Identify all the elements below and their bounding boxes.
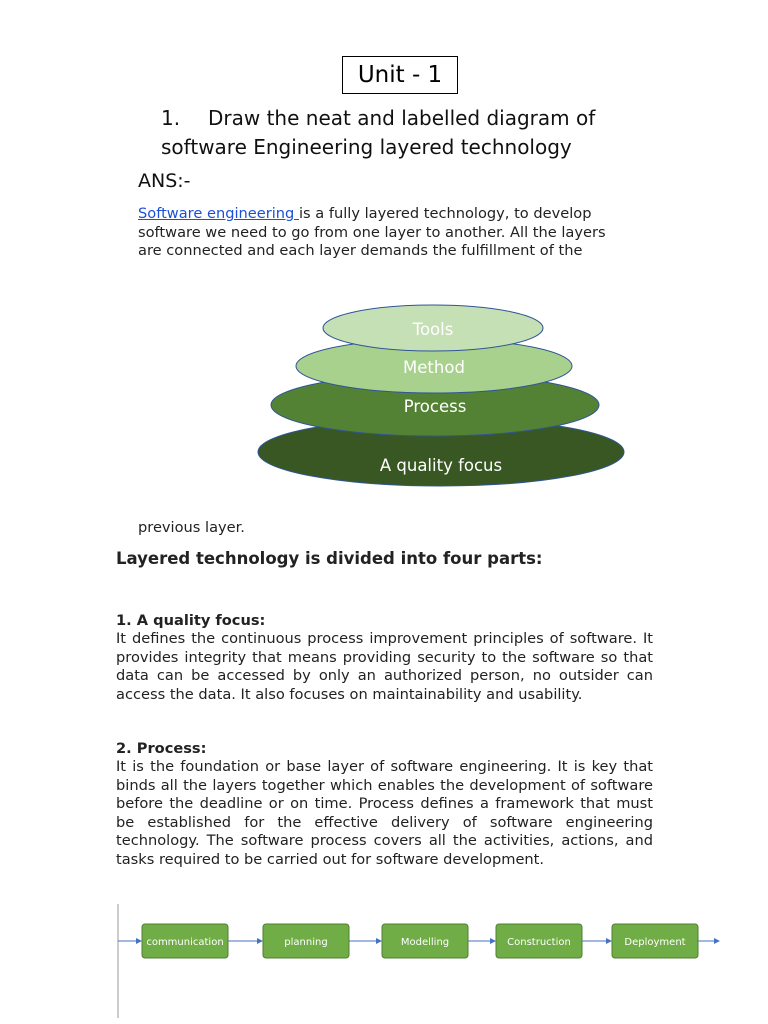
section-process-body: It is the foundation or base layer of software engineering. It is key that binds all the layers together which enables the development of software before the deadline or on time. Process defines a framework that must be established for the effective delivery of software engineering technology. The software process covers all the activities, actions, and tasks required to be carried out for software development.	[116, 758, 653, 868]
question-heading	[161, 104, 661, 162]
flow-step-modelling-label: Modelling	[400, 937, 450, 948]
unit-title-box	[342, 56, 458, 94]
process-flow-diagram	[112, 900, 727, 1020]
flow-arrow-out-head	[714, 938, 720, 944]
flow-arrow-in-head	[136, 938, 142, 944]
layer-label-process: Process	[403, 397, 467, 416]
intro-paragraph	[138, 205, 658, 261]
flow-step-deployment-label: Deployment	[624, 937, 686, 948]
flow-arrow-3-head	[606, 938, 612, 944]
layer-label-tools: Tools	[412, 320, 454, 339]
flow-boxes	[142, 924, 698, 958]
flow-arrow-0-head	[257, 938, 263, 944]
flow-step-construction-label: Construction	[507, 937, 571, 948]
question-number: 1.	[161, 106, 181, 130]
flow-arrow-2-head	[490, 938, 496, 944]
parts-heading: Layered technology is divided into four parts:	[116, 549, 543, 568]
layered-technology-diagram	[250, 298, 635, 493]
intro-line-3: are connected and each layer demands the fulfillment of the	[138, 242, 583, 260]
software-engineering-link[interactable]: Software engineering	[138, 205, 299, 222]
intro-continuation: previous layer.	[138, 519, 245, 536]
layer-label-quality-focus: A quality focus	[379, 456, 503, 475]
flow-step-communication-label: communication	[146, 937, 224, 948]
flow-step-planning-label: planning	[284, 937, 328, 948]
section-quality-focus-body: It defines the continuous process improvement principles of software. It provides integrity that means providing security to the software so that data can be accessed by only an authorized person, no outsider can access the data. It also focuses on maintainability and usability.	[116, 630, 653, 703]
intro-line-2: software we need to go from one layer to another. All the layers	[138, 223, 606, 241]
section-quality-focus-heading: 1. A quality focus:	[116, 612, 266, 629]
question-line-2: software Engineering layered technology	[161, 135, 572, 159]
answer-label: ANS:-	[138, 170, 191, 192]
flow-arrow-1-head	[376, 938, 382, 944]
section-process-heading: 2. Process:	[116, 740, 207, 757]
layer-label-method: Method	[403, 358, 465, 377]
intro-line-1: is a fully layered technology, to develop	[298, 205, 592, 222]
question-line-1: Draw the neat and labelled diagram of	[208, 106, 596, 130]
unit-title: Unit - 1	[357, 62, 443, 88]
